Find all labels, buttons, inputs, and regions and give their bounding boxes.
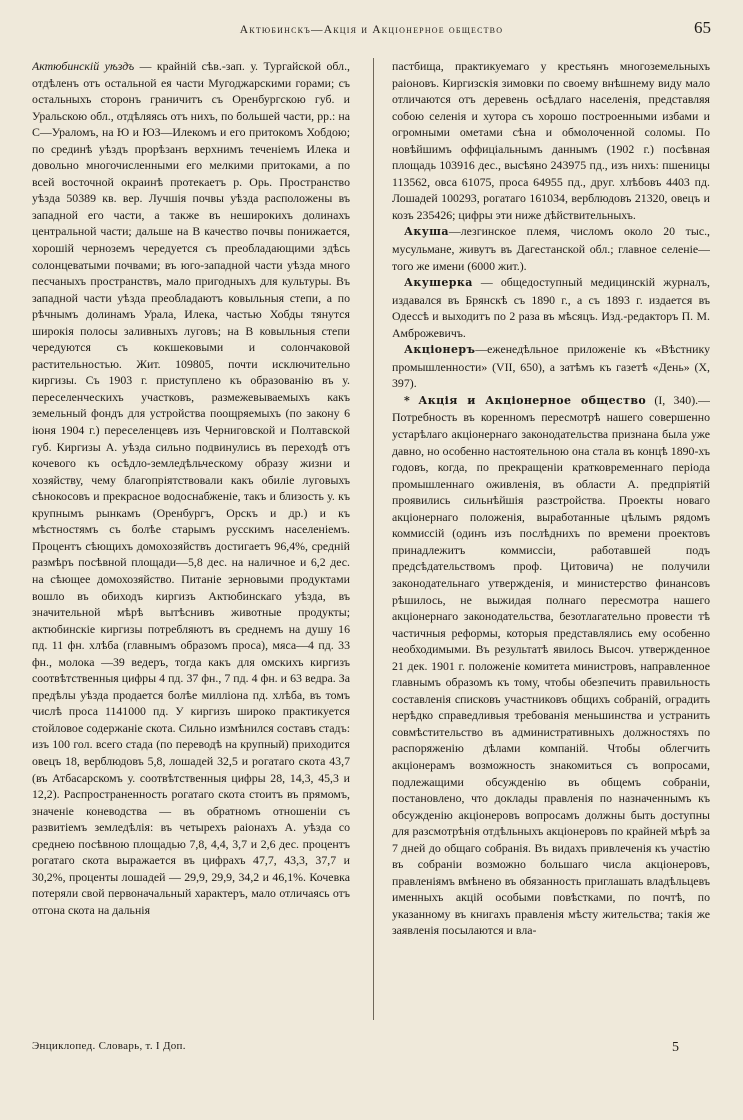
entry-term: Акціонеръ <box>404 343 476 357</box>
entry-akusha <box>392 223 710 274</box>
column-divider <box>373 58 374 1020</box>
right-column <box>392 58 710 1020</box>
running-title: Актюбинскъ—Акція и Акціонерное общество <box>239 24 504 36</box>
signature-line: Энциклопед. Словарь, т. I Доп. <box>32 1040 186 1052</box>
page-footer <box>32 1040 711 1060</box>
entry-continuation: пастбища, практикуемаго у крестьянъ многоземельныхъ раіоновъ. Киргизскія зимовки по своему внѣшнему виду мало отличаются отъ деревень осѣдлаго населенія, представляя собою селенія и хутора съ хорошо построенными избами и огромными ометами сѣна и обмолоченной соломы. По новѣйшимъ оффиціальнымъ даннымъ (1902 г.) посѣвная площадь 103916 дес., высѣяно 243975 пд., изъ нихъ: пшеницы 113562, овса 61075, проса 64955 пд., друг. хлѣбовъ 4403 пд. Лошадей 100293, рогатаго 161034, верблюдовъ 21320, овецъ и козъ 235426; цифры эти ниже дѣйствительныхъ. <box>392 59 710 222</box>
entry-akusherka <box>392 274 710 341</box>
entry-aktsiya <box>392 392 710 939</box>
entry-term: Акушерка <box>404 276 473 290</box>
entry-text: — общедоступный медицинскій журналъ, издавался въ Брянскѣ съ 1890 г., а съ 1893 г. издается въ Одессѣ и выходитъ по 2 раза въ мѣсяцъ. Изд.-редакторъ П. М. Амброжевичъ. <box>392 275 710 340</box>
entry-term: Актюбинскій уѣздъ <box>32 59 135 73</box>
entry-text: —еженедѣльное приложеніе къ «Вѣстнику промышленности» (VII, 650), а затѣмъ къ газетѣ «День» (X, 397). <box>392 342 710 391</box>
entry-star: * <box>404 393 411 407</box>
entry-term: Акція и Акціонерное общество <box>418 393 647 407</box>
entry-text: — крайній сѣв.-зап. у. Тургайской обл., отдѣленъ отъ остальной ея части Мугоджарскими горами; съ остальныхъ сторонъ граничитъ съ Оренбургскою губ. и Уральскою обл., отдѣляясь отъ нихъ, по большей части, рр.: на С—Ураломъ, на Ю и ЮЗ—Илекомъ и его притокомъ Хобдою; по срединѣ уѣздъ прорѣзанъ верхнимъ теченіемъ Илека и довольно многочисленными его мелкими притоками, а по всей восточной окраинѣ протекаетъ р. Орь. Пространство уѣзда 50389 кв. вер. Лучшія почвы уѣзда расположены въ западной его части, а также въ неширокихъ долинахъ центральной части; дальше на В качество почвы понижается, хорошій черноземъ чередуется съ преобладающими здѣсь солонцеватыми почвами; въ юго-западной части уѣзда много песчаныхъ пространствъ, мало пригодныхъ для культуры. Въ западной части уѣзда преобладаютъ ковыльныя степи, а по рѣчнымъ долинамъ Урала, Илека, частью Хобды тянутся широкія полосы заливныхъ луговъ; на В ковыльныя степи чередуются съ кокшековыми и солончаковой растительностью. Жит. 109805, почти исключительно киргизы. Съ 1903 г. приступлено къ образованію въ у. переселенческихъ участковъ, размежевываемыхъ какъ земельный фондъ для устройства поощряемыхъ (по закону 6 іюня 1904 г.) переселенцевъ изъ Черниговской и Полтавской губ. Киргизы А. уѣзда сильно подвинулись въ переходѣ отъ кочевого къ осѣдло-земледѣльческому образу жизни и хозяйству, чему благопріятствовали какъ обиліе луговыхъ сѣнокосовъ и прекрасное водоснабженіе, такъ и близость у. къ крупнымъ рынкамъ (Оренбургъ, Орскъ и др.) и къ мѣстностямъ съ болѣе старымъ русскимъ населеніемъ. Процентъ сѣющихъ домохозяйствъ достигаетъ 96,4%, средній размѣръ посѣвной площади—5,8 дес. на наличное и 6,2 дес. на сѣющее домохозяйство. Питаніе зерновыми продуктами вошло въ обиходъ киргизъ Актюбинскаго уѣзда, въ значительной мѣрѣ вытѣснивъ животные продукты; актюбинскіе киргизы потребляютъ въ среднемъ на душу 16 пд. 11 фн. хлѣба (главнымъ образомъ проса), мяса—4 пд. 33 фн., молока —39 ведеръ, тогда какъ для омскихъ киргизъ соотвѣтственныя цифры 4 пд. 37 фн., 7 пд. 4 фн. и 63 ведра. За предѣлы уѣзда продается болѣе милліона пд. хлѣба, въ томъ числѣ проса 1141000 пд. У киргизъ широко практикуется стойловое содержаніе скота. Сильно измѣнился составъ стадъ: изъ 100 гол. всего стада (по переводѣ на крупный) приходится овецъ 18, верблюдовъ 5,8, лошадей 32,5 и рогатаго скота 43,7 (въ Атбасарскомъ у. соотвѣтственныя цифры 28, 14,3, 45,3 и 12,2). Распространенность рогатаго скота стоитъ въ прямомъ, значеніе коневодства — въ обратномъ отношеніи съ развитіемъ земледѣлія: въ четырехъ раіонахъ А. уѣзда со среднею посѣвною площадью 7,8, 4,4, 3,7 и 2,6 дес. процентъ рогатаго скота выражается въ цифрахъ 47,7, 43,3, 37,7 и 30,2%, проценты лошадей — 29,9, 29,9, 34,2 и 46,1%. Кочевка потеряли свой первоначальный характеръ, мало отличаясь отъ отгона скота на дальнія <box>32 59 350 917</box>
running-head <box>0 18 743 48</box>
left-column <box>32 58 350 1020</box>
entry-text: (I, 340).—Потребность въ коренномъ пересмотрѣ нашего совершенно устарѣлаго акціонернаго законодательства признана была уже давно, но особенно настоятельною она стала въ концѣ 1890-хъ годовъ, когда, по прекращеніи кратковременнаго періода промышленнаго оживленія, въ области А. предпріятій проявились сильнѣйшія разстройства. Проекты новаго акціонернаго положенія, выработанные цѣлымъ рядомъ коммиссій (одинъ изъ послѣднихъ по времени проектовъ принадлежитъ коммиссіи, работавшей подъ предсѣдательствомъ проф. Цитовича) не получили законодательнаго утвержденія, и министерство финансовъ рѣшилось, не выжидая полнаго пересмотра нашего акціонернаго законодательства, безотлагательно провести тѣ частичныя реформы, которыя представлялись ему особенно необходимыми. Въ результатѣ явилось Высоч. утвержденное 21 дек. 1901 г. положеніе комитета министровъ, направленное главнымъ образомъ къ тому, чтобы обезпечить правильность составленія списковъ участниковъ общихъ собраній, оградить нерѣдко справедливыя требованія меньшинства и устранить совмѣстительство въ административныхъ должностяхъ по распоряженію дѣлами компаній. Чтобы облегчить акціонерамъ возможность знакомиться съ вопросами, подлежащими обсужденію въ общемъ собраніи, постановлено, что доклады правленія по назначеннымъ къ обсужденію акціонеровъ вопросамъ должны быть доступны для разсмотрѣнія отдѣльныхъ акціонеровъ по крайней мѣрѣ за 7 дней до общаго собранія. Въ видахъ привлеченія къ участію въ собраніи возможно большаго числа акціонеровъ, правленіямъ вмѣнено въ обязанность приглашать владѣльцевъ именныхъ акцій особыми повѣстками, по почтѣ, по указанному въ книгахъ правленія мѣсту жительства; такія же заявленія посылаются и вла- <box>392 392 710 938</box>
page-number: 65 <box>694 18 711 37</box>
entry-aktsioner <box>392 341 710 392</box>
entry-term: Акуша <box>404 225 449 239</box>
signature-number: 5 <box>672 1040 679 1055</box>
entry-text: —лезгинское племя, числомъ около 20 тыс., мусульмане, живутъ въ Дагестанской обл.; главное селеніе—того же имени (6000 жит.). <box>392 224 710 273</box>
entry-aktyubinsk-uezd <box>32 58 350 918</box>
